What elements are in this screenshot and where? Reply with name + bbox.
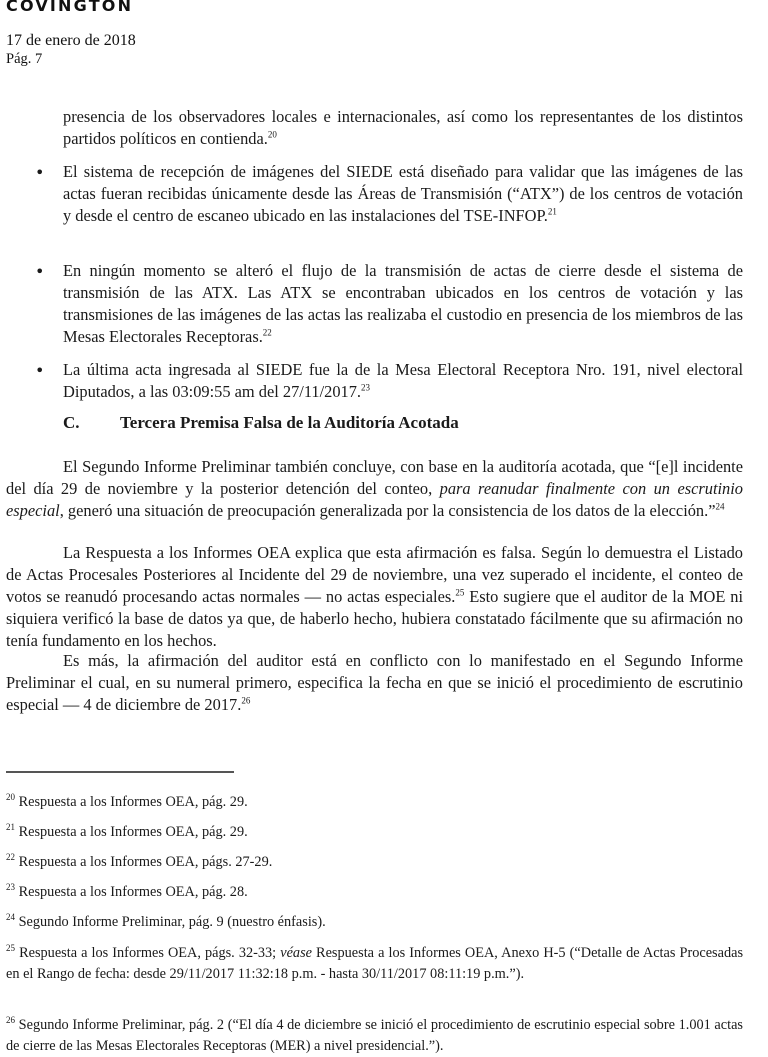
footnote-ref[interactable]: 24 bbox=[715, 501, 725, 512]
continuation-text: presencia de los observadores locales e internacionales, así como los representantes de los distintos partidos políticos en contienda.$^{20}$ bbox=[63, 107, 743, 148]
footnote: $^{23}$ Respuesta a los Informes OEA, pág. 28. bbox=[6, 882, 248, 900]
bullet-icon: • bbox=[35, 262, 45, 281]
section-heading bbox=[63, 413, 459, 433]
footnote: $^{22}$ Respuesta a los Informes OEA, págs. 27-29. bbox=[6, 852, 273, 870]
footnote-ref[interactable]: 22 bbox=[262, 327, 272, 338]
footnote: $^{24}$ Segundo Informe Preliminar, pág. 9 (nuestro énfasis). bbox=[6, 912, 326, 930]
footnote: $^{26}$ Segundo Informe Preliminar, pág. 2 (“El día 4 de diciembre se inició el procedimiento de escrutinio especial sobre 1.001 actas de cierre de las Mesas Electorales Receptoras (MER) a nivel presidencial.”). bbox=[6, 1015, 743, 1054]
footnote: $^{25}$ Respuesta a los Informes OEA, págs. 32-33; véase Respuesta a los Informes OEA, Anexo H-5 (“Detalle de Actas Procesadas en el Rango de fecha: desde 29/11/2017 11:32:18 p.m. - hasta 30/11/2017 08:11:19 p.m.”). bbox=[6, 943, 744, 982]
paragraph: La Respuesta a los Informes OEA explica que esta afirmación es falsa. Según lo demuestra el Listado de Actas Procesales Posteriores al Incidente del 29 de noviembre, una vez superado el incidente, el conteo de votos se reanudó procesando actas normales — no actas especiales.$^{25}$ Esto sugiere que el auditor de la MOE ni siquiera verificó la base de datos ya que, de haberlo hecho, hubiera constatado fácilmente que su afirmación no tenía fundamento en los hechos. bbox=[6, 543, 743, 650]
paragraph: Es más, la afirmación del auditor está en conflicto con lo manifestado en el Segundo Informe Preliminar el cual, en su numeral primero, especifica la fecha en que se inició el procedimiento de escrutinio especial — 4 de diciembre de 2017.26 bbox=[6, 651, 743, 714]
bullet-item: La última acta ingresada al SIEDE fue la de la Mesa Electoral Receptora Nro. 191, nivel electoral Diputados, a las 03:09:55 am del 27/11/2017.23 bbox=[63, 360, 743, 401]
footnote-ref[interactable]: 21 bbox=[547, 206, 557, 217]
page-number: Pág. 7 bbox=[6, 51, 43, 67]
footnote-ref[interactable]: 20 bbox=[267, 129, 277, 140]
footnote-ref[interactable]: 23 bbox=[361, 382, 371, 393]
bullet-item: El sistema de recepción de imágenes del SIEDE está diseñado para validar que las imágenes de las actas fueran recibidas únicamente desde las Áreas de Transmisión (“ATX”) de los centros de votación y desde el centro de escaneo ubicado en las instalaciones del TSE-INFOP.$^{21}$ bbox=[63, 162, 743, 225]
footnote-ref[interactable]: 26 bbox=[241, 695, 251, 706]
footnote-ref[interactable]: 25 bbox=[455, 587, 465, 598]
firm-logo: COVINGTON bbox=[6, 0, 134, 15]
bullet-item: En ningún momento se alteró el flujo de la transmisión de actas de cierre desde el sistema de transmisión de las ATX. Las ATX se encontraban ubicados en los centros de votación y las transmisiones de las imágenes de las actas las realizaba el custodio en presencia de los miembros de las Mesas Electorales Receptoras.$^{22}$ bbox=[63, 261, 743, 346]
footnote-separator bbox=[6, 771, 234, 773]
footnote: $^{21}$ Respuesta a los Informes OEA, pág. 29. bbox=[6, 822, 248, 840]
footnote: $^{20}$ Respuesta a los Informes OEA, pág. 29. bbox=[6, 792, 248, 810]
section-letter: C. bbox=[63, 413, 80, 432]
bullet-icon: • bbox=[35, 361, 45, 380]
bullet-icon: • bbox=[35, 163, 45, 182]
paragraph: El Segundo Informe Preliminar también concluye, con base en la auditoría acotada, que “[e]l incidente del día 29 de noviembre y la posterior detención del conteo, para reanudar finalmente con un escrutinio especial, generó una situación de preocupación generalizada por la consistencia de los datos de la elección.”$^{24}$ bbox=[6, 457, 743, 520]
letter-date: 17 de enero de 2018 bbox=[6, 32, 136, 49]
section-title: Tercera Premisa Falsa de la Auditoría Acotada bbox=[120, 413, 459, 432]
